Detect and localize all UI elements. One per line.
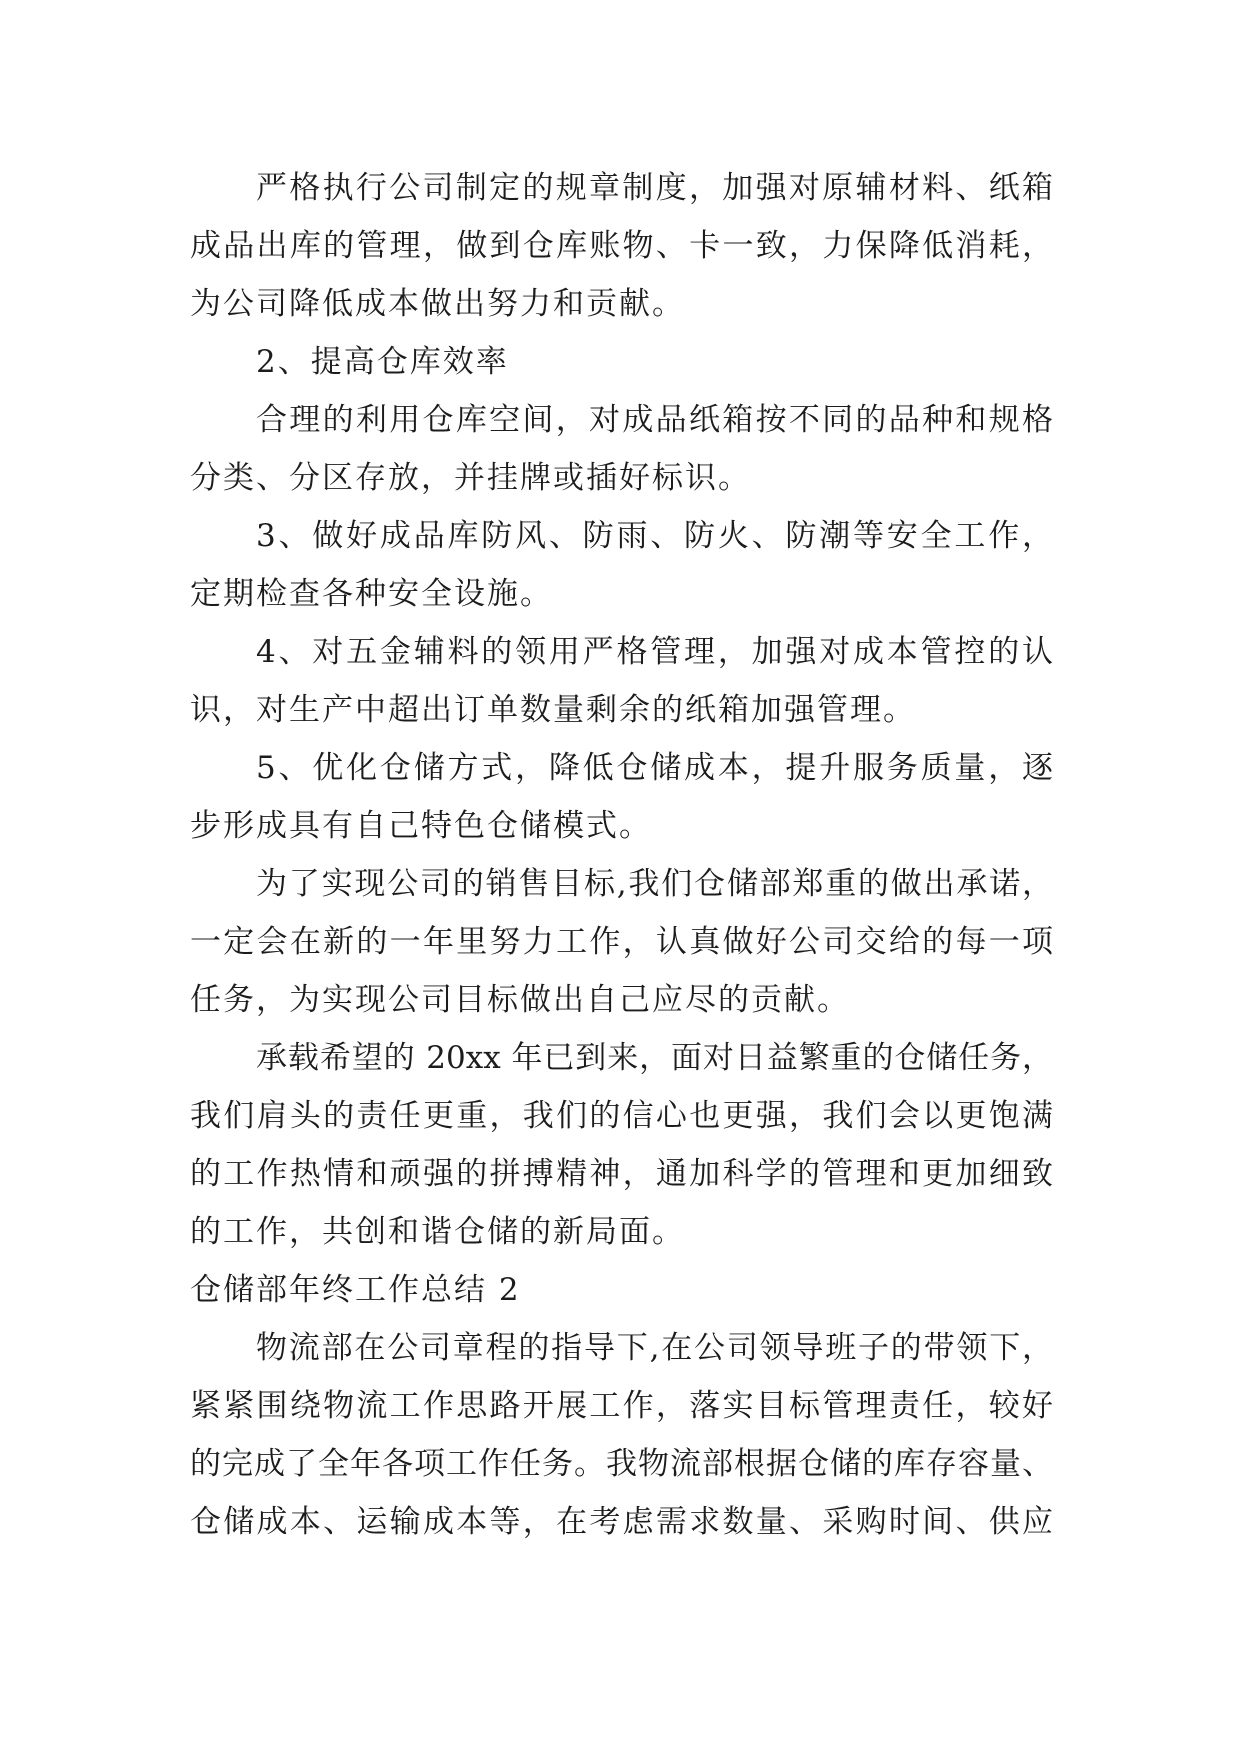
- numbered-item: [190, 739, 1053, 855]
- body-paragraph: [190, 855, 1053, 1029]
- paragraph-line: 步形成具有自己特色仓储模式。: [190, 808, 652, 844]
- paragraph-line: 为公司降低成本做出努力和贡献。: [190, 286, 685, 322]
- paragraph-line: 5、优化仓储方式，降低仓储成本，提升服务质量，逐: [256, 750, 1053, 786]
- paragraph-line: 紧紧围绕物流工作思路开展工作，落实目标管理责任，较好: [190, 1388, 1053, 1424]
- numbered-item: [190, 623, 1053, 739]
- paragraph-line: 定期检查各种安全设施。: [190, 576, 553, 612]
- paragraph-line: 承载希望的 20xx 年已到来，面对日益繁重的仓储任务，: [256, 1040, 1053, 1076]
- paragraph-line: 的工作，共创和谐仓储的新局面。: [190, 1214, 685, 1250]
- body-paragraph: [190, 159, 1053, 333]
- section-heading: 仓储部年终工作总结 2: [190, 1272, 521, 1308]
- paragraph-line: 合理的利用仓库空间，对成品纸箱按不同的品种和规格: [256, 402, 1053, 438]
- paragraph-line: 一定会在新的一年里努力工作，认真做好公司交给的每一项: [190, 924, 1053, 960]
- body-paragraph: [190, 391, 1053, 507]
- document-body: [190, 159, 1053, 1551]
- paragraph-line: 识，对生产中超出订单数量剩余的纸箱加强管理。: [190, 692, 916, 728]
- paragraph-line: 任务，为实现公司目标做出自己应尽的贡献。: [190, 982, 850, 1018]
- paragraph-line: 的工作热情和顽强的拼搏精神，通加科学的管理和更加细致: [190, 1156, 1053, 1192]
- body-paragraph: [190, 1029, 1053, 1261]
- paragraph-line: 为了实现公司的销售目标,我们仓储部郑重的做出承诺，: [256, 866, 1053, 902]
- paragraph-line: 分类、分区存放，并挂牌或插好标识。: [190, 460, 751, 496]
- paragraph-line: 成品出库的管理，做到仓库账物、卡一致，力保降低消耗，: [190, 228, 1053, 264]
- numbered-item-heading: [190, 333, 1053, 391]
- paragraph-line: 3、做好成品库防风、防雨、防火、防潮等安全工作，: [256, 518, 1053, 554]
- paragraph-line: 严格执行公司制定的规章制度，加强对原辅材料、纸箱: [256, 170, 1053, 206]
- paragraph-line: 4、对五金辅料的领用严格管理，加强对成本管控的认: [256, 634, 1053, 670]
- paragraph-line: 物流部在公司章程的指导下,在公司领导班子的带领下，: [256, 1330, 1053, 1366]
- paragraph-line: 仓储成本、运输成本等，在考虑需求数量、采购时间、供应: [190, 1504, 1053, 1540]
- numbered-item: [190, 507, 1053, 623]
- paragraph-line: 2、提高仓库效率: [256, 344, 509, 380]
- paragraph-line: 的完成了全年各项工作任务。我物流部根据仓储的库存容量、: [190, 1446, 1053, 1482]
- body-paragraph: [190, 1319, 1053, 1551]
- paragraph-line: 我们肩头的责任更重，我们的信心也更强，我们会以更饱满: [190, 1098, 1053, 1134]
